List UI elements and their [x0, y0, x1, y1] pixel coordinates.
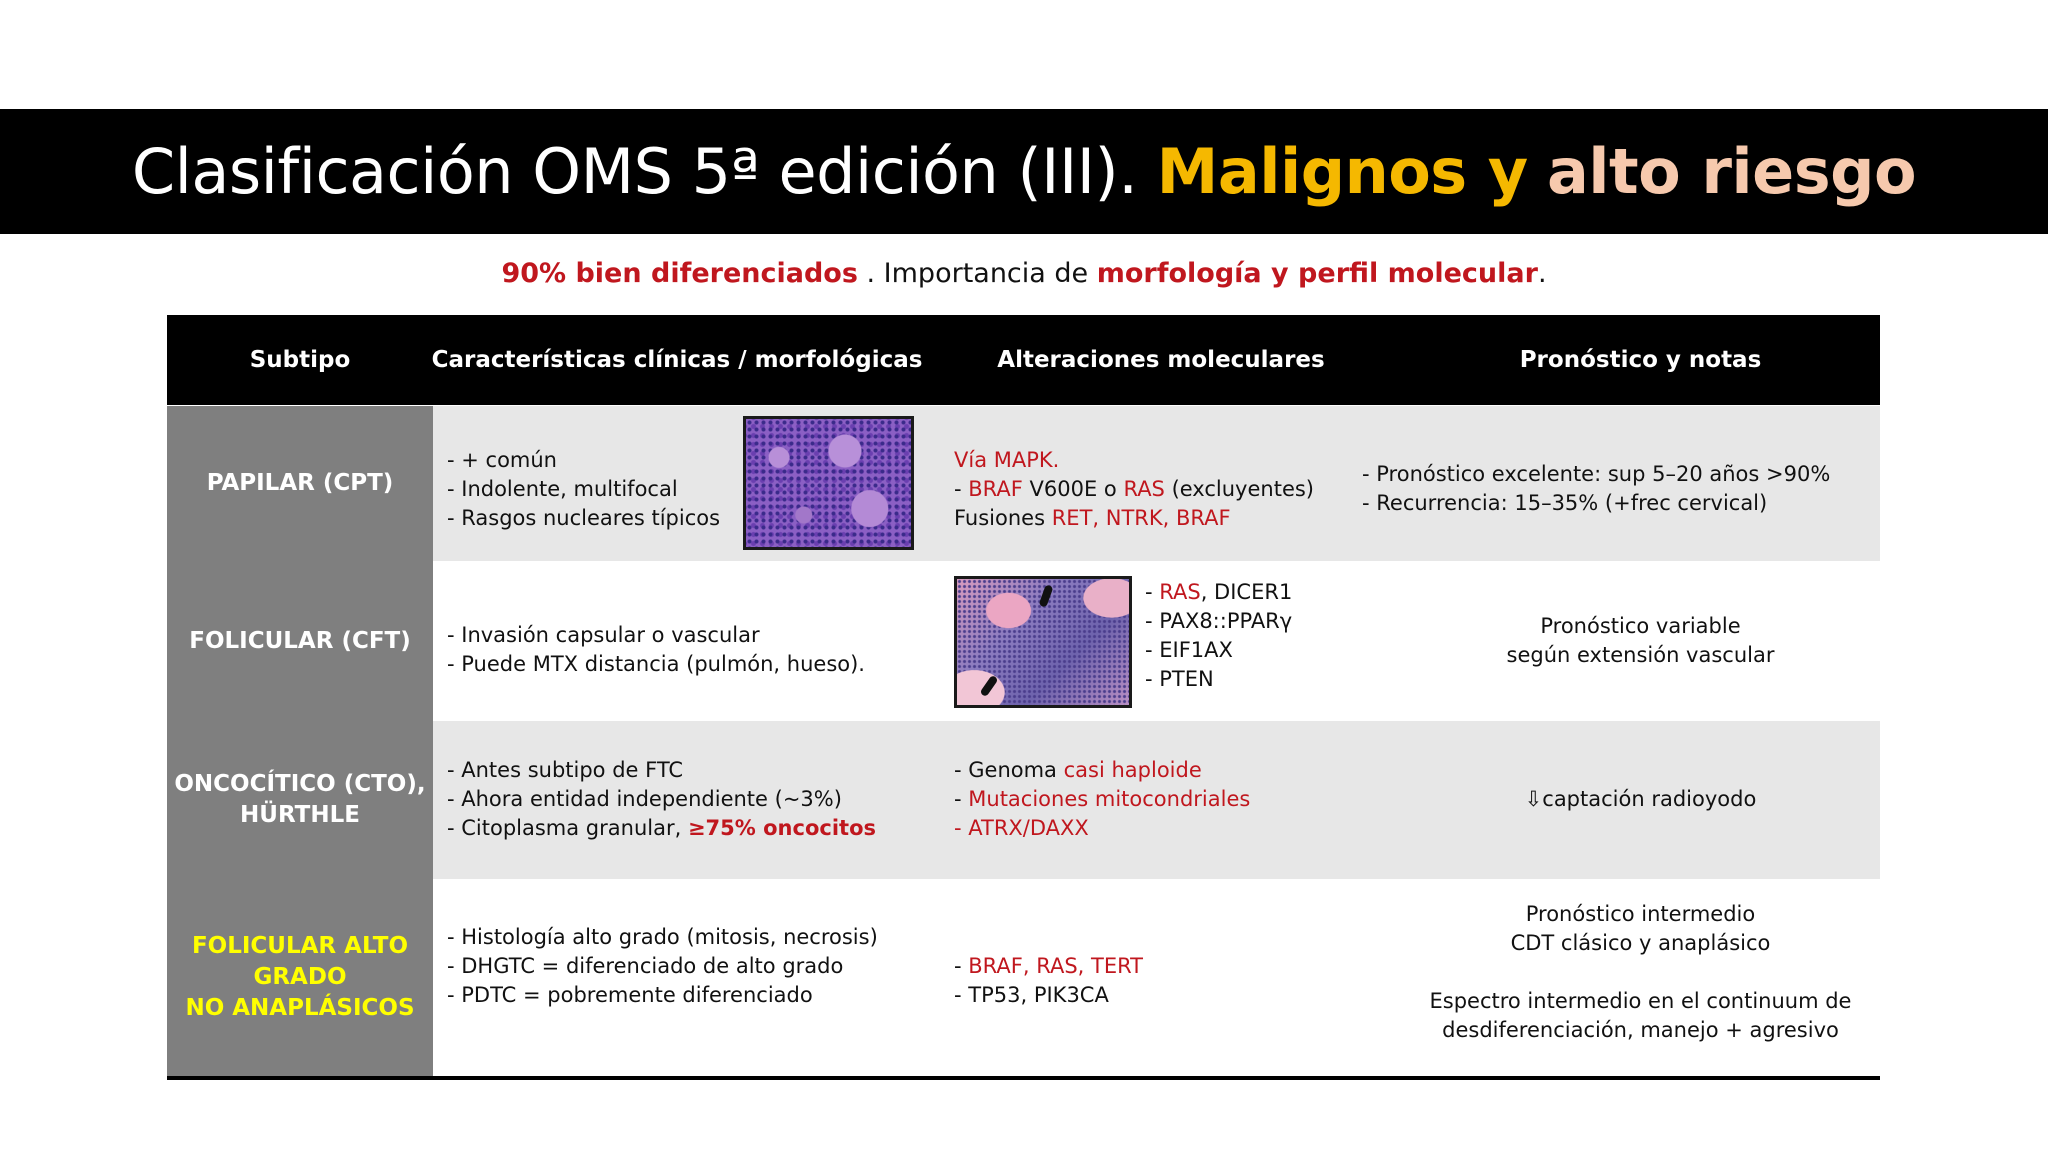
text-fragment: -	[1145, 580, 1160, 604]
molecular-line	[954, 785, 1250, 814]
gene-name: BRAF	[968, 477, 1023, 501]
table-header	[167, 315, 1880, 405]
text-fragment: (excluyentes)	[1164, 477, 1315, 501]
prognosis-line: Espectro intermedio en el continuum de	[1429, 989, 1852, 1013]
subtitle-part-3: morfología y perfil molecular	[1096, 258, 1538, 289]
text-fragment: , DICER1	[1200, 580, 1293, 604]
molecular-line	[954, 756, 1250, 785]
highlight-text: ≥75% oncocitos	[687, 816, 876, 840]
prognosis-line: desdiferenciación, manejo + agresivo	[1442, 1018, 1839, 1042]
image-detail	[979, 675, 998, 698]
molecular-line: - ATRX/DAXX	[954, 816, 1089, 840]
table-row-folicular	[167, 561, 1880, 721]
subtitle-part-1: 90% bien diferenciados	[501, 258, 858, 289]
molecular-cell	[954, 952, 1143, 1010]
papillary-histology-image	[743, 416, 914, 550]
subtype-label: ONCOCÍTICO (CTO),	[174, 771, 426, 797]
subtitle-part-2: . Importancia de	[857, 258, 1097, 289]
subtype-cell	[167, 879, 433, 1076]
gene-name: RET, NTRK, BRAF	[1051, 506, 1231, 530]
subtype-label: FOLICULAR (CFT)	[189, 627, 411, 654]
subtype-label: NO ANAPLÁSICOS	[185, 995, 415, 1021]
text-fragment: -	[954, 787, 969, 811]
header-subtipo: Subtipo	[249, 347, 351, 373]
subtitle-part-4: .	[1537, 258, 1547, 289]
subtype-label: PAPILAR (CPT)	[206, 470, 394, 496]
molecular-cell	[954, 756, 1250, 843]
highlight-text: casi haploide	[1063, 758, 1202, 782]
prognosis-line: según extensión vascular	[1506, 643, 1775, 667]
title-main: Clasificación OMS 5ª edición (III).	[131, 135, 1138, 208]
clinical-cell	[447, 756, 876, 843]
text-fragment: - Genoma	[954, 758, 1064, 782]
prognosis-cell	[1401, 900, 1880, 1045]
clinical-line	[447, 814, 876, 843]
subtype-label: GRADO	[253, 964, 347, 990]
follicular-histology-image	[954, 576, 1132, 708]
subtype-label: HÜRTHLE	[240, 802, 360, 828]
molecular-line	[1145, 578, 1292, 607]
gene-name: RAS	[1123, 477, 1165, 501]
text-fragment: Fusiones	[954, 506, 1052, 530]
clinical-line: - Antes subtipo de FTC	[447, 758, 684, 782]
highlight-text: Mutaciones mitocondriales	[968, 787, 1251, 811]
molecular-line: Vía MAPK.	[954, 448, 1060, 472]
slide-title	[132, 135, 1916, 208]
gene-name: BRAF, RAS, TERT	[968, 954, 1143, 978]
molecular-line: - PTEN	[1145, 667, 1214, 691]
clinical-line: - Rasgos nucleares típicos	[447, 506, 721, 530]
table-bottom-border	[167, 1076, 1880, 1080]
molecular-line	[954, 952, 1143, 981]
prognosis-line: Pronóstico intermedio	[1525, 902, 1756, 926]
clinical-line: - DHGTC = diferenciado de alto grado	[447, 954, 844, 978]
gene-name: RAS	[1159, 580, 1201, 604]
subtype-cell	[167, 561, 433, 721]
header-clinical: Características clínicas / morfológicas	[431, 347, 923, 373]
table-row-papilar	[167, 406, 1880, 561]
clinical-line: - Invasión capsular o vascular	[447, 623, 760, 647]
table-row-oncocitico	[167, 721, 1880, 879]
title-bar	[0, 109, 2048, 234]
header-molecular: Alteraciones moleculares	[997, 347, 1325, 373]
text-fragment: - Citoplasma granular,	[447, 816, 688, 840]
text-fragment: V600E o	[1022, 477, 1124, 501]
subtype-cell	[167, 406, 433, 561]
clinical-line: - Ahora entidad independiente (~3%)	[447, 787, 842, 811]
prognosis-line: - Recurrencia: 15–35% (+frec cervical)	[1362, 491, 1768, 515]
spacer	[1401, 958, 1880, 987]
subtype-cell	[167, 721, 433, 879]
clinical-line: - Histología alto grado (mitosis, necrosis)	[447, 925, 878, 949]
molecular-line	[954, 504, 1314, 533]
clinical-line: - Puede MTX distancia (pulmón, hueso).	[447, 652, 865, 676]
clinical-line: - Indolente, multifocal	[447, 477, 678, 501]
image-detail	[1038, 584, 1053, 607]
prognosis-line: Pronóstico variable	[1540, 614, 1741, 638]
header-prognosis: Pronóstico y notas	[1519, 347, 1762, 373]
clinical-cell	[447, 621, 865, 679]
clinical-cell	[447, 446, 720, 533]
clinical-line: - + común	[447, 448, 557, 472]
prognosis-cell	[1401, 785, 1880, 814]
prognosis-line: - Pronóstico excelente: sup 5–20 años >90%	[1362, 462, 1831, 486]
title-highlight-1: Malignos y	[1156, 135, 1528, 208]
text-fragment: -	[954, 477, 969, 501]
molecular-cell	[954, 446, 1314, 533]
subtype-label: FOLICULAR ALTO	[191, 933, 409, 959]
molecular-line: - EIF1AX	[1145, 638, 1233, 662]
text-fragment: -	[954, 954, 969, 978]
molecular-line: - PAX8::PPARγ	[1145, 609, 1293, 633]
table-row-alto-grado	[167, 879, 1880, 1076]
prognosis-cell	[1401, 612, 1880, 670]
prognosis-cell	[1362, 460, 1830, 518]
molecular-line: - TP53, PIK3CA	[954, 983, 1109, 1007]
prognosis-line: CDT clásico y anaplásico	[1510, 931, 1771, 955]
slide-subtitle	[0, 258, 2048, 289]
molecular-cell	[1145, 578, 1292, 694]
molecular-line	[954, 475, 1314, 504]
clinical-line: - PDTC = pobremente diferenciado	[447, 983, 813, 1007]
title-highlight-2: alto riesgo	[1546, 135, 1917, 208]
clinical-cell	[447, 923, 878, 1010]
prognosis-line: ⇩captación radioyodo	[1524, 787, 1757, 811]
